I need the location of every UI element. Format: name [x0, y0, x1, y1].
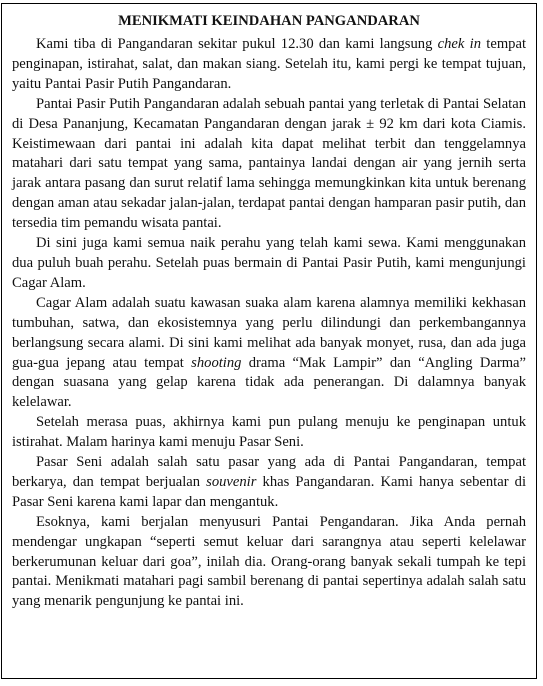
article-paragraph	[12, 453, 526, 513]
paragraph-text: tempat penginapan, istirahat, salat, dan makan siang. Setelah itu, kami pergi ke tempat tujuan, yaitu Pantai Pasir Putih Pangandaran.	[12, 36, 526, 92]
paragraph-text: Cagar Alam adalah suatu kawasan suaka alam karena alamnya memiliki kekhasan tumbuhan, satwa, dan ekosistemnya yang perlu dilindungi dan perkembangannya berlangsung secara alami. Di sini kami melihat ada banyak monyet, rusa, dan ada juga gua-gua jepang atau tempat	[12, 294, 526, 371]
paragraph-text: Kami tiba di Pangandaran sekitar pukul 12.30 dan kami langsung	[36, 36, 438, 52]
paragraph-text: khas Pangandaran. Kami hanya sebentar di Pasar Seni karena kami lapar dan mengantuk.	[12, 473, 526, 510]
article-frame	[1, 3, 537, 679]
article-paragraph	[12, 95, 526, 234]
article-paragraph	[12, 35, 526, 95]
italic-term: souvenir	[206, 473, 257, 490]
paragraph-text: Esoknya, kami berjalan menyusuri Pantai Pengandaran. Jika Anda pernah mendengar ungkapan “seperti semut keluar dari sarangnya atau seperti kelelawar berkerumunan keluar dari goa”, inilah dia. Orang-orang banyak sekali tumpah ke tepi pantai. Menikmati matahari pagi sambil berenang di pantai sepertinya adalah salah satu yang menarik pengunjung ke pantai ini.	[12, 513, 526, 610]
article-title: MENIKMATI KEINDAHAN PANGANDARAN	[118, 13, 420, 29]
paragraph-text: Di sini juga kami semua naik perahu yang telah kami sewa. Kami menggunakan dua puluh buah perahu. Setelah puas bermain di Pantai Pasir Putih, kami mengunjungi Cagar Alam.	[12, 235, 526, 291]
paragraph-text: Setelah merasa puas, akhirnya kami pun pulang menuju ke penginapan untuk istirahat. Malam harinya kami menuju Pasar Seni.	[12, 414, 526, 451]
article-paragraph	[12, 294, 526, 413]
paragraph-text: Pantai Pasir Putih Pangandaran adalah sebuah pantai yang terletak di Pantai Selatan di Desa Pananjung, Kecamatan Pangandaran dengan jarak ± 92 km dari kota Ciamis. Keistimewaan dari pantai ini adalah kita dapat melihat terbit dan tenggelamnya matahari dari satu tempat yang sama, pantainya landai dengan air yang jernih serta jarak antara pasang dan surut relatif lama sehingga memungkinkan kita untuk berenang dengan aman atau sekadar jalan-jalan, terdapat pantai dengan hamparan pasir putih, dan tersedia tim pemandu wisata pantai.	[12, 95, 526, 232]
article-paragraph	[12, 413, 526, 453]
article-paragraph	[12, 513, 526, 613]
paragraph-text: drama “Mak Lampir” dan “Angling Darma” dengan suasana yang gelap karena tidak ada penerangan. Di dalamnya banyak kelelawar.	[12, 354, 526, 411]
italic-term: chek in	[437, 36, 482, 52]
article-body	[12, 35, 526, 612]
italic-term: shooting	[191, 354, 242, 371]
article-paragraph	[12, 234, 526, 294]
paragraph-text: Pasar Seni adalah salah satu pasar yang ada di Pantai Pangandaran, tempat berkarya, dan tempat berjualan	[12, 454, 526, 490]
